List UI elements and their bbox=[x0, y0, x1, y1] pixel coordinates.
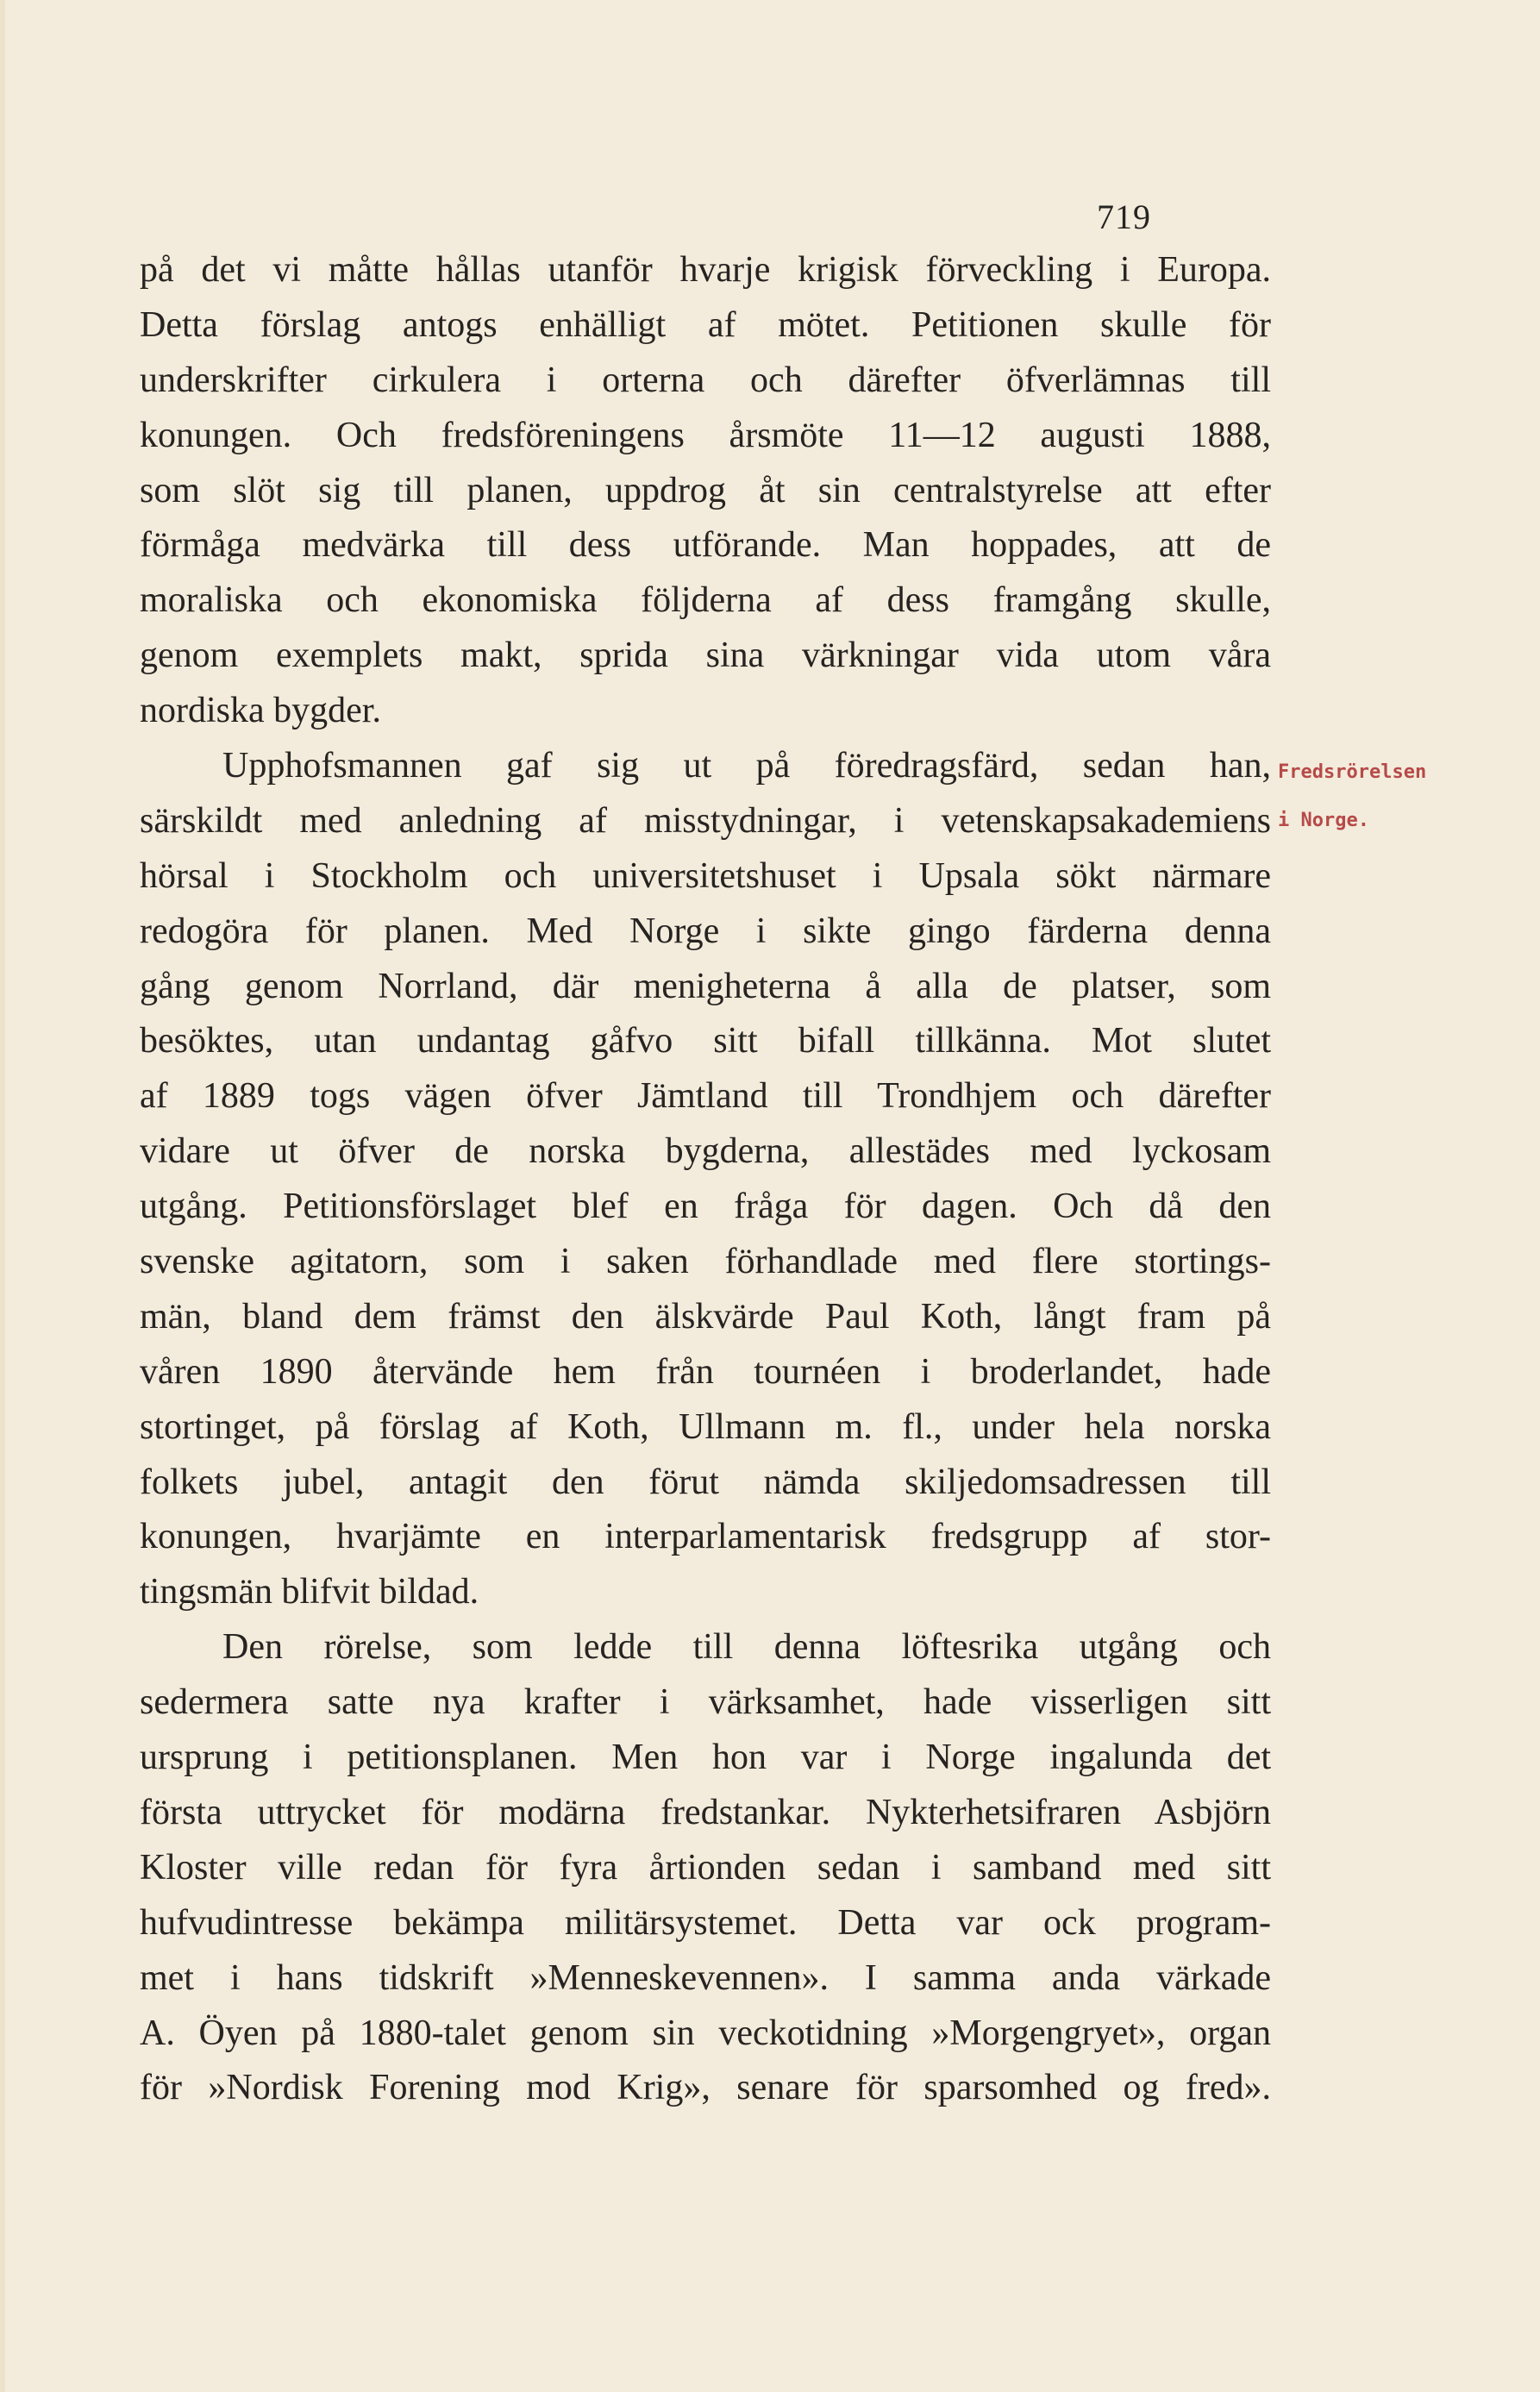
text-line: för »Nordisk Forening mod Krig», senare för sparsomhed og fred». bbox=[140, 2068, 1271, 2108]
text-line: folkets jubel, antagit den förut nämda skiljedomsadressen till bbox=[140, 1462, 1271, 1502]
text-line: redogöra för planen. Med Norge i sikte gingo färderna denna bbox=[140, 911, 1271, 951]
text-line: moraliska och ekonomiska följderna af dess framgång skulle, bbox=[140, 580, 1271, 621]
text-line: konungen. Och fredsföreningens årsmöte 11—12 augusti 1888, bbox=[140, 415, 1271, 455]
text-line: gång genom Norrland, där menigheterna å alla de platser, som bbox=[140, 966, 1271, 1006]
text-line: på det vi måtte hållas utanför hvarje krigisk förveckling i Europa. bbox=[140, 250, 1271, 290]
text-line: ursprung i petitionsplanen. Men hon var i Norge ingalunda det bbox=[140, 1738, 1271, 1778]
text-line: stortinget, på förslag af Koth, Ullmann m. fl., under hela norska bbox=[140, 1406, 1271, 1447]
text-line: som slöt sig till planen, uppdrog åt sin centralstyrelse att efter bbox=[140, 470, 1271, 510]
body-text bbox=[140, 243, 1271, 2116]
text-line: nordiska bygder. bbox=[140, 691, 381, 731]
text-line: utgång. Petitionsförslaget blef en fråga för dagen. Och då den bbox=[140, 1187, 1271, 1227]
text-line: första uttrycket för modärna fredstankar. Nykterhetsifraren Asbjörn bbox=[140, 1792, 1271, 1832]
text-line: vidare ut öfver de norska bygderna, allestädes med lyckosam bbox=[140, 1131, 1271, 1172]
text-line: hörsal i Stockholm och universitetshuset i Upsala sökt närmare bbox=[140, 855, 1271, 896]
text-line: Kloster ville redan för fyra årtionden sedan i samband med sitt bbox=[140, 1847, 1271, 1888]
text-line: Den rörelse, som ledde till denna löftesrika utgång och bbox=[222, 1627, 1271, 1668]
text-line: Detta förslag antogs enhälligt af mötet. Petitionen skulle för bbox=[140, 304, 1271, 345]
text-line: met i hans tidskrift »Menneskevennen». I samma anda värkade bbox=[140, 1957, 1271, 1998]
marginal-note-line: Fredsrörelsen bbox=[1278, 761, 1427, 783]
marginal-note bbox=[1278, 748, 1426, 845]
text-line: underskrifter cirkulera i orterna och därefter öfverlämnas till bbox=[140, 360, 1271, 400]
text-line: särskildt med anledning af misstydningar, i vetenskapsakademiens bbox=[140, 800, 1271, 841]
marginal-note-line: i Norge. bbox=[1278, 810, 1369, 831]
text-line: hufvudintresse bekämpa militärsystemet. Detta var ock program- bbox=[140, 1902, 1271, 1943]
text-line: A. Öyen på 1880-talet genom sin veckotidning »Morgengryet», organ bbox=[140, 2013, 1271, 2053]
text-line: konungen, hvarjämte en interparlamentarisk fredsgrupp af stor- bbox=[140, 1517, 1271, 1557]
text-line: tingsmän blifvit bildad. bbox=[140, 1572, 479, 1612]
text-line: af 1889 togs vägen öfver Jämtland till Trondhjem och därefter bbox=[140, 1076, 1271, 1117]
text-line: besöktes, utan undantag gåfvo sitt bifall tillkänna. Mot slutet bbox=[140, 1021, 1271, 1061]
text-line: sedermera satte nya krafter i värksamhet, hade visserligen sitt bbox=[140, 1682, 1271, 1723]
text-line: män, bland dem främst den älskvärde Paul Koth, långt fram på bbox=[140, 1296, 1271, 1337]
text-line: genom exemplets makt, sprida sina värkningar vida utom våra bbox=[140, 636, 1271, 676]
page-number: 719 bbox=[1097, 197, 1151, 236]
text-line: förmåga medvärka till dess utförande. Man hoppades, att de bbox=[140, 525, 1271, 566]
text-line: svenske agitatorn, som i saken förhandlade med flere stortings- bbox=[140, 1242, 1271, 1282]
text-line: Upphofsmannen gaf sig ut på föredragsfärd, sedan han, bbox=[222, 746, 1271, 786]
text-line: våren 1890 återvände hem från tournéen i broderlandet, hade bbox=[140, 1351, 1271, 1392]
